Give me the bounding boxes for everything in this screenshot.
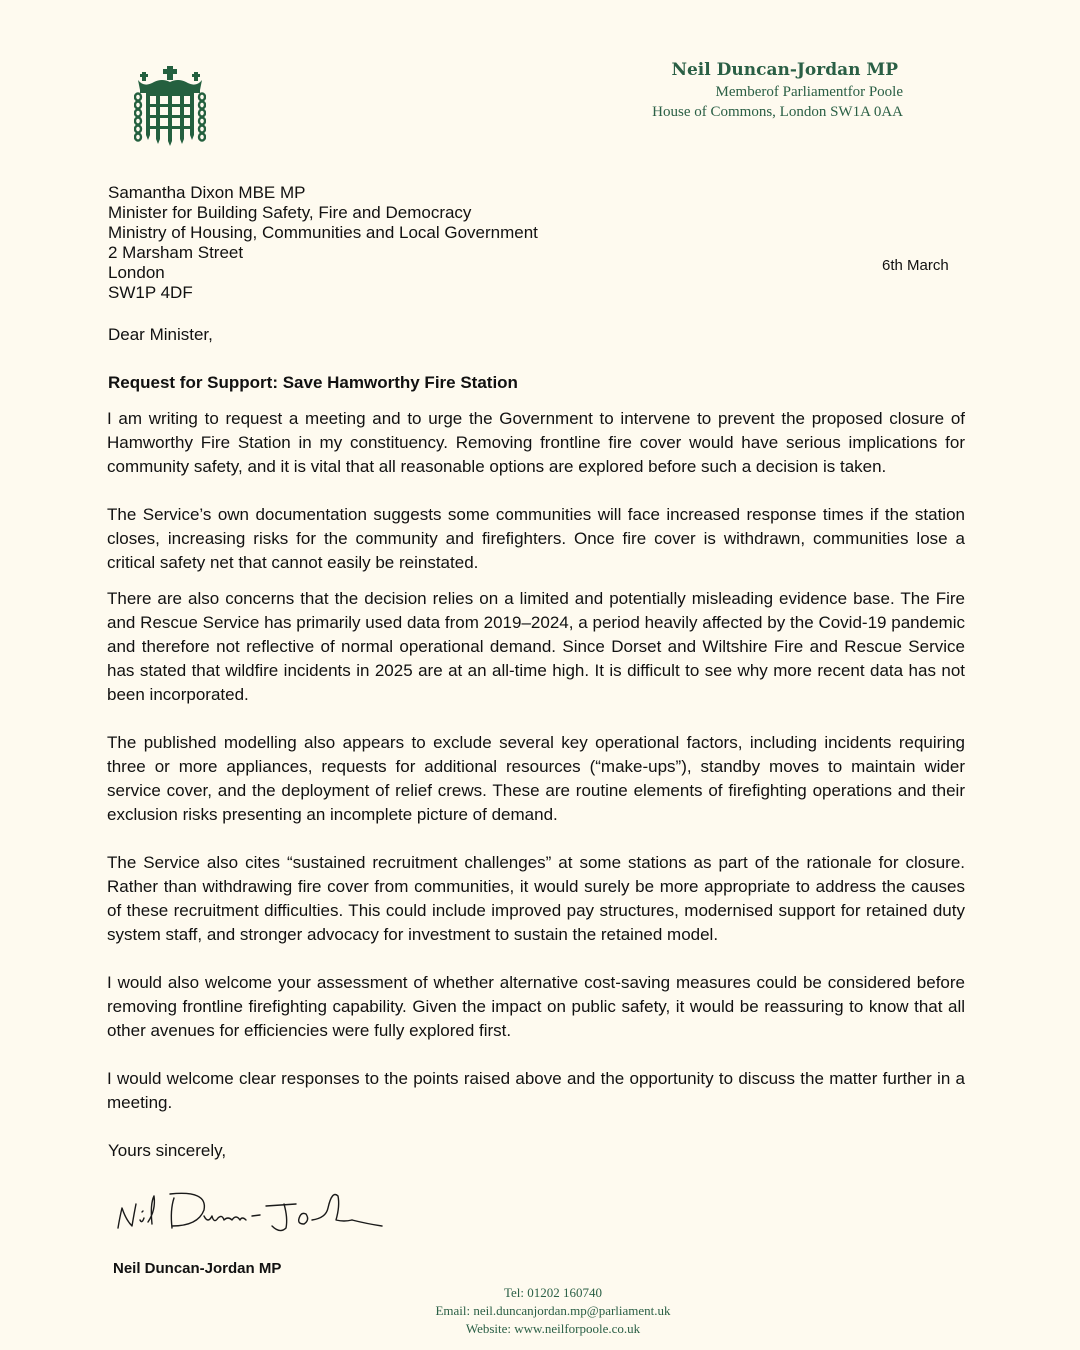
recipient-department: Ministry of Housing, Communities and Local Government [108, 223, 538, 242]
body-paragraph: I would also welcome your assessment of whether alternative cost-saving measures could be considered before removing frontline firefighting capability. Given the impact on public safety, it would be reassuring to know that all other avenues for efficiencies were fully explored first. [107, 973, 965, 1040]
letterhead-name: Neil Duncan-Jordan MP [671, 60, 898, 80]
footer-email[interactable]: Email: neil.duncanjordan.mp@parliament.uk [435, 1303, 671, 1318]
letter-date: 6th March [882, 257, 949, 274]
recipient-postcode: SW1P 4DF [108, 283, 193, 302]
subject-line: Request for Support: Save Hamworthy Fire Station [108, 373, 518, 392]
footer-website[interactable]: Website: www.neilforpoole.co.uk [465, 1321, 641, 1336]
recipient-title: Minister for Building Safety, Fire and Democracy [108, 203, 472, 222]
handwritten-signature-icon [112, 1180, 392, 1240]
signer-name: Neil Duncan-Jordan MP [113, 1260, 282, 1277]
body-paragraph: The published modelling also appears to exclude several key operational factors, including incidents requiring three or more appliances, requests for additional resources (“make-ups”), standby moves to maintain wider service cover, and the deployment of relief crews. These are routine elements of firefighting operations and their exclusion risks presenting an incomplete picture of demand. [107, 733, 965, 824]
body-paragraph: I am writing to request a meeting and to urge the Government to intervene to prevent the proposed closure of Hamworthy Fire Station in my constituency. Removing frontline fire cover would have serious implications for community safety, and it is vital that all reasonable options are explored before such a decision is taken. [107, 409, 965, 476]
recipient-address [108, 183, 538, 303]
body-paragraph: I would welcome clear responses to the points raised above and the opportunity to discuss the matter further in a meeting. [107, 1069, 965, 1112]
body-paragraph: There are also concerns that the decision relies on a limited and potentially misleading evidence base. The Fire and Rescue Service has primarily used data from 2019–2024, a period heavily affected by the Covid-19 pandemic and therefore not reflective of normal operational demand. Since Dorset and Wiltshire Fire and Rescue Service has stated that wildfire incidents in 2025 are at an all-time high. It is difficult to see why more recent data has not been incorporated. [107, 589, 965, 704]
body-paragraph: The Service also cites “sustained recruitment challenges” at some stations as part of the rationale for closure. Rather than withdrawing fire cover from communities, it would surely be more appropriate to address the causes of these recruitment difficulties. This could include improved pay structures, modernised support for retained duty system staff, and stronger advocacy for investment to sustain the retained model. [107, 853, 965, 944]
recipient-name: Samantha Dixon MBE MP [108, 183, 306, 202]
footer-contact [0, 1284, 1080, 1338]
letterhead-address: House of Commons, London SW1A 0AA [652, 104, 903, 120]
recipient-city: London [108, 263, 165, 282]
salutation: Dear Minister, [108, 325, 213, 344]
recipient-street: 2 Marsham Street [108, 243, 244, 262]
letterhead [652, 58, 903, 122]
closing: Yours sincerely, [108, 1141, 227, 1160]
letterhead-role: Memberof Parliamentfor Poole [715, 84, 903, 100]
footer-tel: Tel: 01202 160740 [503, 1285, 603, 1300]
portcullis-crest-icon [134, 66, 206, 146]
body-paragraph: The Service’s own documentation suggests some communities will face increased response times if the station closes, increasing risks for the community and firefighters. Once fire cover is withdrawn, communities lose a critical safety net that cannot easily be reinstated. [107, 505, 965, 572]
